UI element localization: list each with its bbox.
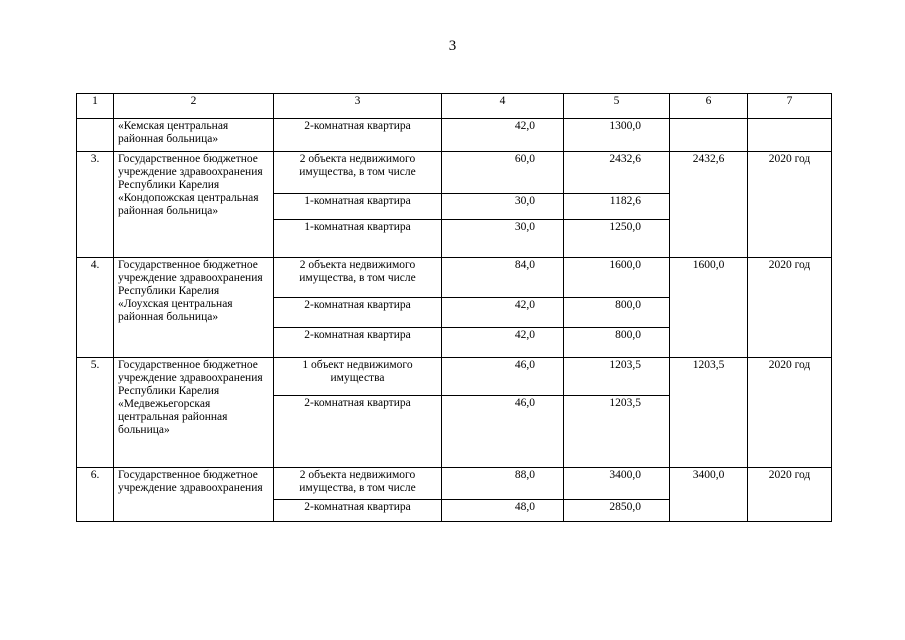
property-area: 42,0 [442, 119, 564, 152]
property-area: 30,0 [442, 220, 564, 258]
header-cell: 2 [114, 94, 274, 119]
row-number: 4. [77, 258, 114, 358]
header-cell: 1 [77, 94, 114, 119]
total-cost: 3400,0 [670, 468, 748, 522]
property-description: 2 объекта недвижимого имущества, в том числе [274, 258, 442, 298]
property-description: 2-комнатная квартира [274, 298, 442, 328]
property-cost: 800,0 [564, 328, 670, 358]
total-cost: 1600,0 [670, 258, 748, 358]
year: 2020 год [748, 358, 832, 468]
table-row [77, 119, 832, 152]
organization-name: Государственное бюджетное учреждение здравоохранения Республики Карелия «Кондопожская центральная районная больница» [114, 152, 274, 258]
property-cost: 1182,6 [564, 194, 670, 220]
property-table [76, 93, 832, 522]
property-cost: 2432,6 [564, 152, 670, 194]
header-cell: 3 [274, 94, 442, 119]
header-row [77, 94, 832, 119]
total-cost: 1203,5 [670, 358, 748, 468]
property-area: 88,0 [442, 468, 564, 500]
header-cell: 6 [670, 94, 748, 119]
page-number: 3 [448, 38, 457, 54]
property-area: 84,0 [442, 258, 564, 298]
year: 2020 год [748, 152, 832, 258]
property-area: 46,0 [442, 358, 564, 396]
property-cost: 1203,5 [564, 358, 670, 396]
row-number: 3. [77, 152, 114, 258]
property-description: 2-комнатная квартира [274, 119, 442, 152]
property-description: 2-комнатная квартира [274, 396, 442, 468]
header-cell: 4 [442, 94, 564, 119]
organization-name: Государственное бюджетное учреждение здравоохранения [114, 468, 274, 522]
row-number: 6. [77, 468, 114, 522]
property-description: 2 объекта недвижимого имущества, в том числе [274, 468, 442, 500]
year: 2020 год [748, 258, 832, 358]
property-description: 2 объекта недвижимого имущества, в том числе [274, 152, 442, 194]
property-area: 60,0 [442, 152, 564, 194]
property-description: 2-комнатная квартира [274, 500, 442, 522]
property-description: 1 объект недвижимого имущества [274, 358, 442, 396]
property-cost: 1600,0 [564, 258, 670, 298]
year [748, 119, 832, 152]
property-cost: 800,0 [564, 298, 670, 328]
total-cost: 2432,6 [670, 152, 748, 258]
header-cell: 5 [564, 94, 670, 119]
property-cost: 2850,0 [564, 500, 670, 522]
property-description: 1-комнатная квартира [274, 194, 442, 220]
property-area: 46,0 [442, 396, 564, 468]
organization-name: «Кемская центральная районная больница» [114, 119, 274, 152]
property-cost: 3400,0 [564, 468, 670, 500]
property-description: 2-комнатная квартира [274, 328, 442, 358]
table-row [77, 358, 832, 396]
year: 2020 год [748, 468, 832, 522]
organization-name: Государственное бюджетное учреждение здравоохранения Республики Карелия «Лоухская центральная районная больница» [114, 258, 274, 358]
table-row [77, 468, 832, 500]
total-cost [670, 119, 748, 152]
property-area: 30,0 [442, 194, 564, 220]
header-cell: 7 [748, 94, 832, 119]
property-cost: 1203,5 [564, 396, 670, 468]
property-area: 42,0 [442, 328, 564, 358]
property-description: 1-комнатная квартира [274, 220, 442, 258]
row-number: 5. [77, 358, 114, 468]
property-area: 48,0 [442, 500, 564, 522]
table-row [77, 258, 832, 298]
property-cost: 1300,0 [564, 119, 670, 152]
property-area: 42,0 [442, 298, 564, 328]
organization-name: Государственное бюджетное учреждение здравоохранения Республики Карелия «Медвежьегорская центральная районная больница» [114, 358, 274, 468]
row-number [77, 119, 114, 152]
table-row [77, 152, 832, 194]
property-cost: 1250,0 [564, 220, 670, 258]
